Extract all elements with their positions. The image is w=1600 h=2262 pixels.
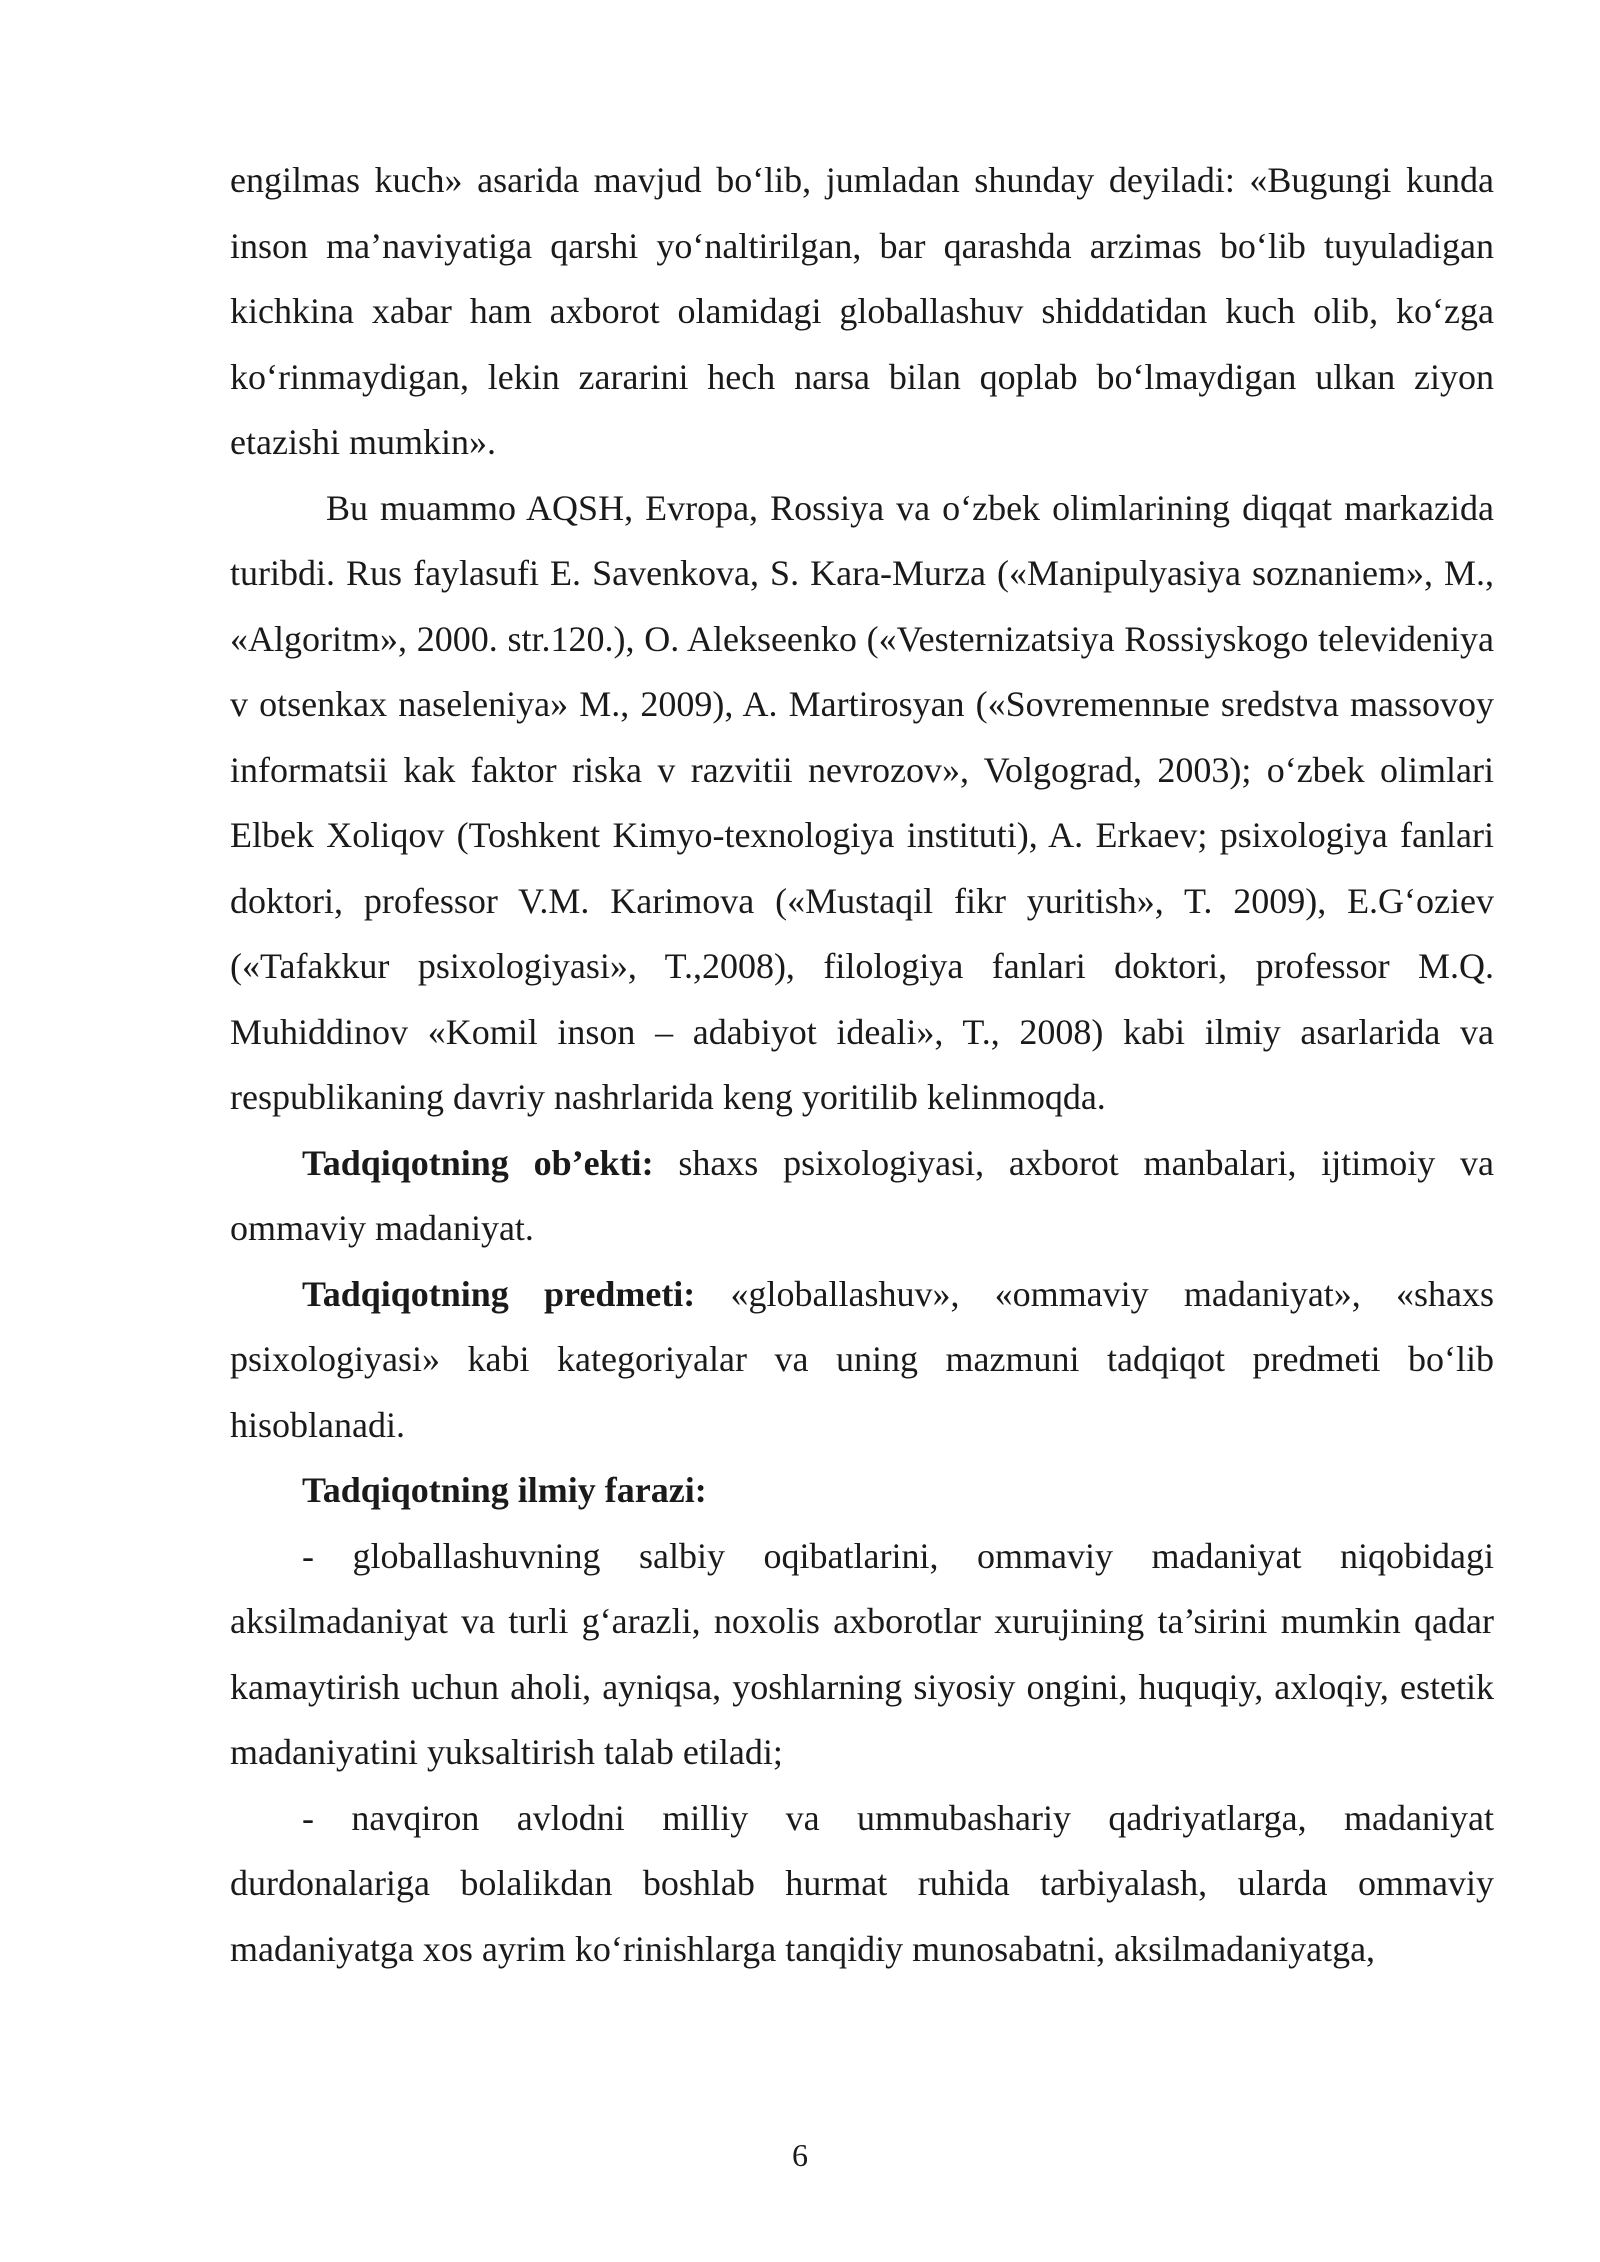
research-hypothesis-heading: Tadqiqotning ilmiy farazi:: [302, 1470, 707, 1510]
document-page: [230, 148, 1494, 1982]
research-object-text: shaxs psixologiyasi, axborot manbalari, ijtimoiy va ommaviy madaniyat.: [230, 1142, 1494, 1248]
hypothesis-item-1: - globallashuvning salbiy oqibatlarini, ommaviy madaniyat niqobidagi aksilmadaniyat va turli g‘arazli, noxolis axborotlar xurujining ta’sirini mumkin qadar kamaytirish uchun aholi, ayniqsa, yoshlarning siyosiy ongini, huquqiy, axloqiy, estetik madaniyatini yuksaltirish talab etiladi;: [230, 1535, 1494, 1772]
research-subject-text: «globallashuv», «ommaviy madaniyat», «shaxs psixologiyasi» kabi kategoriyalar va uning mazmuni tadqiqot predmeti bo‘lib hisoblanadi.: [230, 1273, 1494, 1445]
hypothesis-item-2: - navqiron avlodni milliy va ummubashariy qadriyatlarga, madaniyat durdonalariga bolalikdan boshlab hurmat ruhida tarbiyalash, ularda ommaviy madaniyatga xos ayrim ko‘rinishlarga tanqidiy munosabatni, aksilmadaniyatga,: [230, 1797, 1494, 1969]
page-number: 6: [792, 2137, 808, 2173]
paragraph-research-overview: Bu muammo AQSH, Evropa, Rossiya va o‘zbek olimlarining diqqat markazida turibdi. Rus faylasufi E. Savenkova, S. Kara-Murza («Manipulyasiya soznaniem», M., «Algoritm», 2000. str.120.), O. Alekseenko («Vesternizatsiya Rossiyskogo televideniya v otsenkax naseleniya» M., 2009), A. Martirosyan («Sovremennыe sredstva massovoy informatsii kak faktor riska v razvitii nevrozov», Volgograd, 2003); o‘zbek olimlari Elbek Xoliqov (Toshkent Kimyo-texnologiya instituti), A. Erkaev; psixologiya fanlari doktori, professor V.M. Karimova («Mustaqil fikr yuritish», T. 2009), E.G‘oziev («Tafakkur psixologiyasi», T.,2008), filologiya fanlari doktori, professor M.Q. Muhiddinov «Komil inson – adabiyot ideali», T., 2008) kabi ilmiy asarlarida va respublikaning davriy nashrlarida keng yoritilib kelinmoqda.: [230, 487, 1494, 1117]
paragraph-quote-continuation: engilmas kuch» asarida mavjud bo‘lib, jumladan shunday deyiladi: «Bugungi kunda inson ma’naviyatiga qarshi yo‘naltirilgan, bar qarashda arzimas bo‘lib tuyuladigan kichkina xabar ham axborot olamidagi globallashuv shiddatidan kuch olib, ko‘zga ko‘rinmaydigan, lekin zararini hech narsa bilan qoplab bo‘lmaydigan ulkan ziyon etazishi mumkin».: [230, 160, 1494, 462]
paragraph-research-subject: [230, 1262, 1494, 1459]
research-subject-label: Tadqiqotning predmeti:: [302, 1273, 696, 1314]
paragraph-research-object: [230, 1131, 1494, 1262]
research-object-label: Tadqiqotning ob’ekti:: [302, 1142, 654, 1183]
